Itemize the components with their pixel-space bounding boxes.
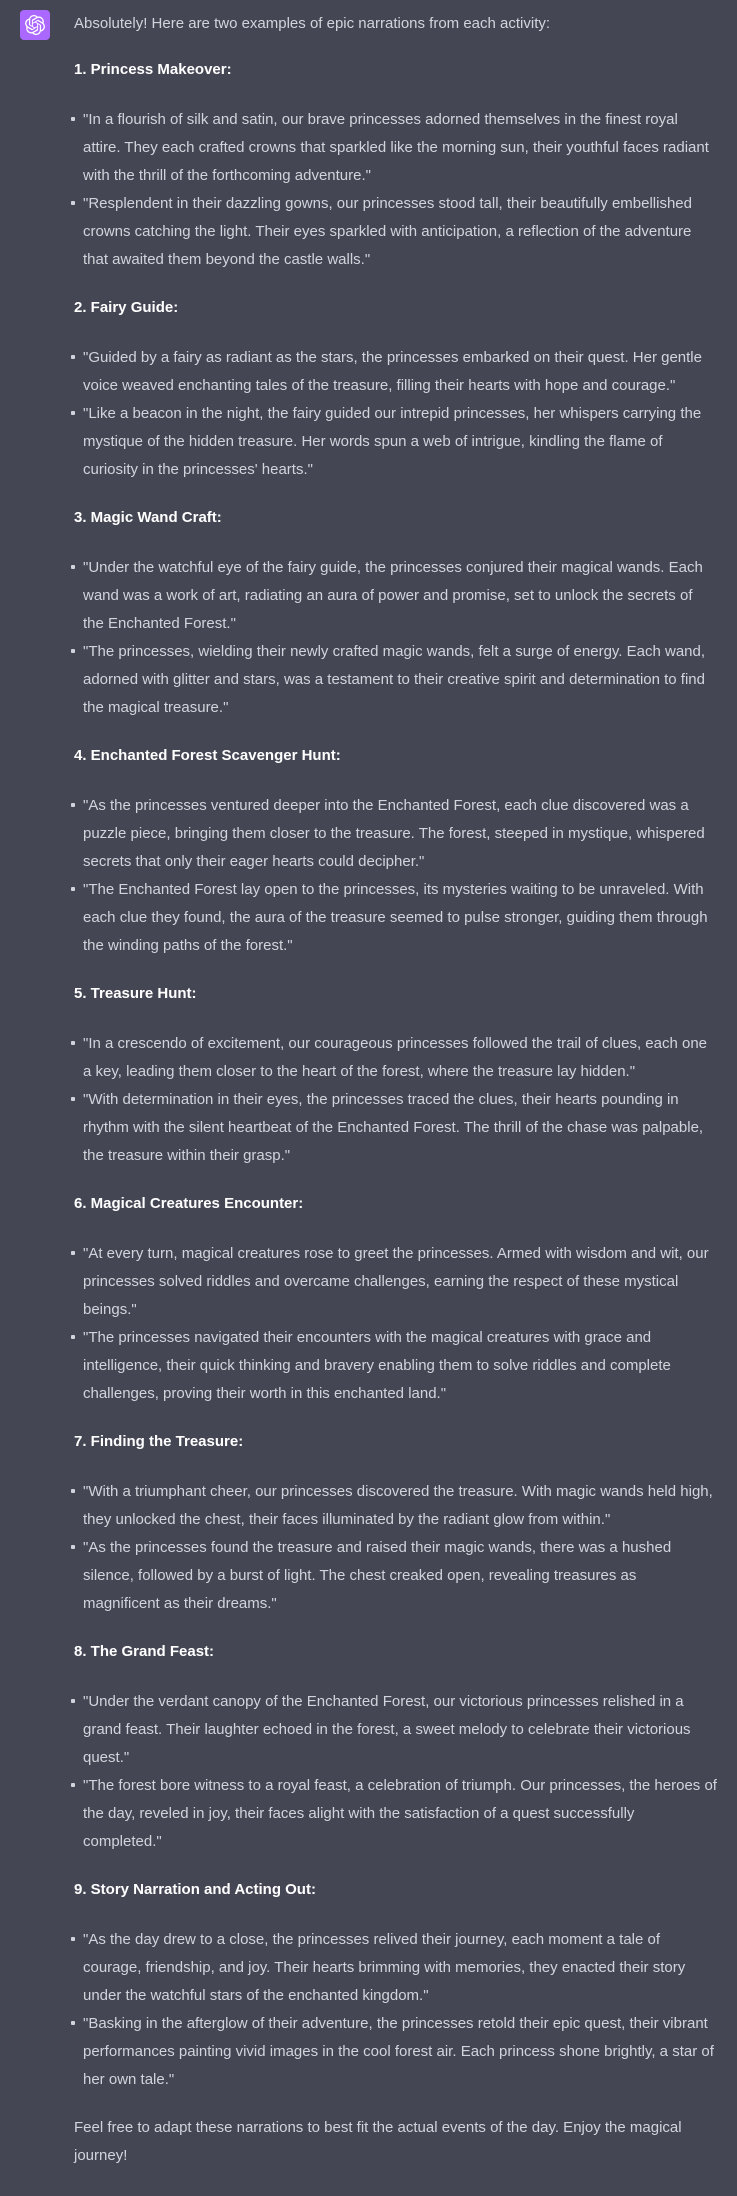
section-heading: 9. Story Narration and Acting Out:	[74, 1881, 316, 1898]
bullet-item	[83, 400, 717, 484]
bullet-text: "As the day drew to a close, the princesses relived their journey, each moment a tale of courage, friendship, and joy. Their hearts brimming with memories, they enacted their story under the watchful stars of the enchanted kingdom."	[83, 1931, 686, 2004]
bullet-text: "In a flourish of silk and satin, our brave princesses adorned themselves in the finest royal attire. They each crafted crowns that sparkled like the morning sun, their youthful faces radiant with the thrill of the forthcoming adventure."	[83, 111, 709, 184]
assistant-avatar	[20, 10, 50, 40]
sections-container	[74, 56, 717, 2094]
activity-section	[74, 1638, 717, 1856]
section-heading: 5. Treasure Hunt:	[74, 985, 197, 1002]
bullet-text: "Guided by a fairy as radiant as the stars, the princesses embarked on their quest. Her gentle voice weaved enchanting tales of the treasure, filling their hearts with hope and courage."	[83, 349, 702, 394]
bullet-text: "Like a beacon in the night, the fairy guided our intrepid princesses, her whispers carrying the mystique of the hidden treasure. Her words spun a web of intrigue, kindling the flame of curiosity in the princesses' hearts."	[83, 405, 702, 478]
activity-section	[74, 294, 717, 484]
activity-section	[74, 1876, 717, 2094]
bullet-text: "In a crescendo of excitement, our courageous princesses followed the trail of clues, each one a key, leading them closer to the heart of the forest, where the treasure lay hidden."	[83, 1035, 708, 1080]
bullet-item	[83, 876, 717, 960]
bullet-item	[83, 1772, 717, 1856]
bullet-item	[83, 638, 717, 722]
bullet-item	[83, 1534, 717, 1618]
bullet-text: "Under the watchful eye of the fairy guide, the princesses conjured their magical wands. Each wand was a work of art, radiating an aura of power and promise, set to unlock the secrets of the Enchanted Forest."	[83, 559, 703, 632]
bullet-text: "The princesses, wielding their newly crafted magic wands, felt a surge of energy. Each wand, adorned with glitter and stars, was a testament to their creative spirit and determination to find the magical treasure."	[83, 643, 706, 716]
bullet-item	[83, 1086, 717, 1170]
bullet-item	[83, 1324, 717, 1408]
bullet-list	[74, 1688, 717, 1856]
activity-section	[74, 1190, 717, 1408]
bullet-list	[74, 554, 717, 722]
bullet-text: "Resplendent in their dazzling gowns, our princesses stood tall, their beautifully embellished crowns catching the light. Their eyes sparkled with anticipation, a reflection of the adventure that awaited them beyond the castle walls."	[83, 195, 692, 268]
activity-section	[74, 742, 717, 960]
section-heading: 3. Magic Wand Craft:	[74, 509, 222, 526]
activity-section	[74, 56, 717, 274]
intro-paragraph: Absolutely! Here are two examples of epic narrations from each activity:	[74, 15, 551, 32]
bullet-item	[83, 1240, 717, 1324]
section-heading: 8. The Grand Feast:	[74, 1643, 215, 1660]
bullet-text: "As the princesses found the treasure and raised their magic wands, there was a hushed silence, followed by a burst of light. The chest creaked open, revealing treasures as magnificent as their dreams."	[83, 1539, 672, 1612]
message-body	[74, 10, 717, 2170]
bullet-list	[74, 1926, 717, 2094]
bullet-item	[83, 792, 717, 876]
activity-section	[74, 980, 717, 1170]
bullet-list	[74, 344, 717, 484]
bullet-item	[83, 1926, 717, 2010]
bullet-item	[83, 344, 717, 400]
bullet-text: "Basking in the afterglow of their adventure, the princesses retold their epic quest, their vibrant performances painting vivid images in the cool forest air. Each princess shone brightly, a star of her own tale."	[83, 2015, 714, 2088]
bullet-item	[83, 1030, 717, 1086]
bullet-list	[74, 1240, 717, 1408]
section-heading: 1. Princess Makeover:	[74, 61, 232, 78]
openai-logo-icon	[25, 15, 45, 35]
bullet-item	[83, 1688, 717, 1772]
bullet-item	[83, 554, 717, 638]
activity-section	[74, 504, 717, 722]
bullet-list	[74, 792, 717, 960]
bullet-item	[83, 106, 717, 190]
bullet-text: "With a triumphant cheer, our princesses discovered the treasure. With magic wands held high, they unlocked the chest, their faces illuminated by the radiant glow from within."	[83, 1483, 713, 1528]
outro-paragraph: Feel free to adapt these narrations to best fit the actual events of the day. Enjoy the magical journey!	[74, 2119, 682, 2164]
bullet-item	[83, 2010, 717, 2094]
bullet-item	[83, 190, 717, 274]
bullet-text: "The forest bore witness to a royal feast, a celebration of triumph. Our princesses, the heroes of the day, reveled in joy, their faces alight with the satisfaction of a quest successfully completed."	[83, 1777, 717, 1850]
section-heading: 7. Finding the Treasure:	[74, 1433, 244, 1450]
bullet-list	[74, 1030, 717, 1170]
bullet-text: "The princesses navigated their encounters with the magical creatures with grace and intelligence, their quick thinking and bravery enabling them to solve riddles and complete challenges, proving their worth in this enchanted land."	[83, 1329, 671, 1402]
section-heading: 6. Magical Creatures Encounter:	[74, 1195, 304, 1212]
section-heading: 2. Fairy Guide:	[74, 299, 179, 316]
bullet-list	[74, 106, 717, 274]
bullet-list	[74, 1478, 717, 1618]
bullet-text: "The Enchanted Forest lay open to the princesses, its mysteries waiting to be unraveled. With each clue they found, the aura of the treasure seemed to pulse stronger, guiding them through the winding paths of the forest."	[83, 881, 708, 954]
bullet-text: "With determination in their eyes, the princesses traced the clues, their hearts pounding in rhythm with the silent heartbeat of the Enchanted Forest. The thrill of the chase was palpable, the treasure within their grasp."	[83, 1091, 704, 1164]
bullet-text: "As the princesses ventured deeper into the Enchanted Forest, each clue discovered was a puzzle piece, bringing them closer to the treasure. The forest, steeped in mystique, whispered secrets that only their eager hearts could decipher."	[83, 797, 705, 870]
activity-section	[74, 1428, 717, 1618]
bullet-text: "At every turn, magical creatures rose to greet the princesses. Armed with wisdom and wit, our princesses solved riddles and overcame challenges, earning the respect of these mystical beings."	[83, 1245, 709, 1318]
bullet-text: "Under the verdant canopy of the Enchanted Forest, our victorious princesses relished in a grand feast. Their laughter echoed in the forest, a sweet melody to celebrate their victorious quest."	[83, 1693, 691, 1766]
section-heading: 4. Enchanted Forest Scavenger Hunt:	[74, 747, 341, 764]
bullet-item	[83, 1478, 717, 1534]
